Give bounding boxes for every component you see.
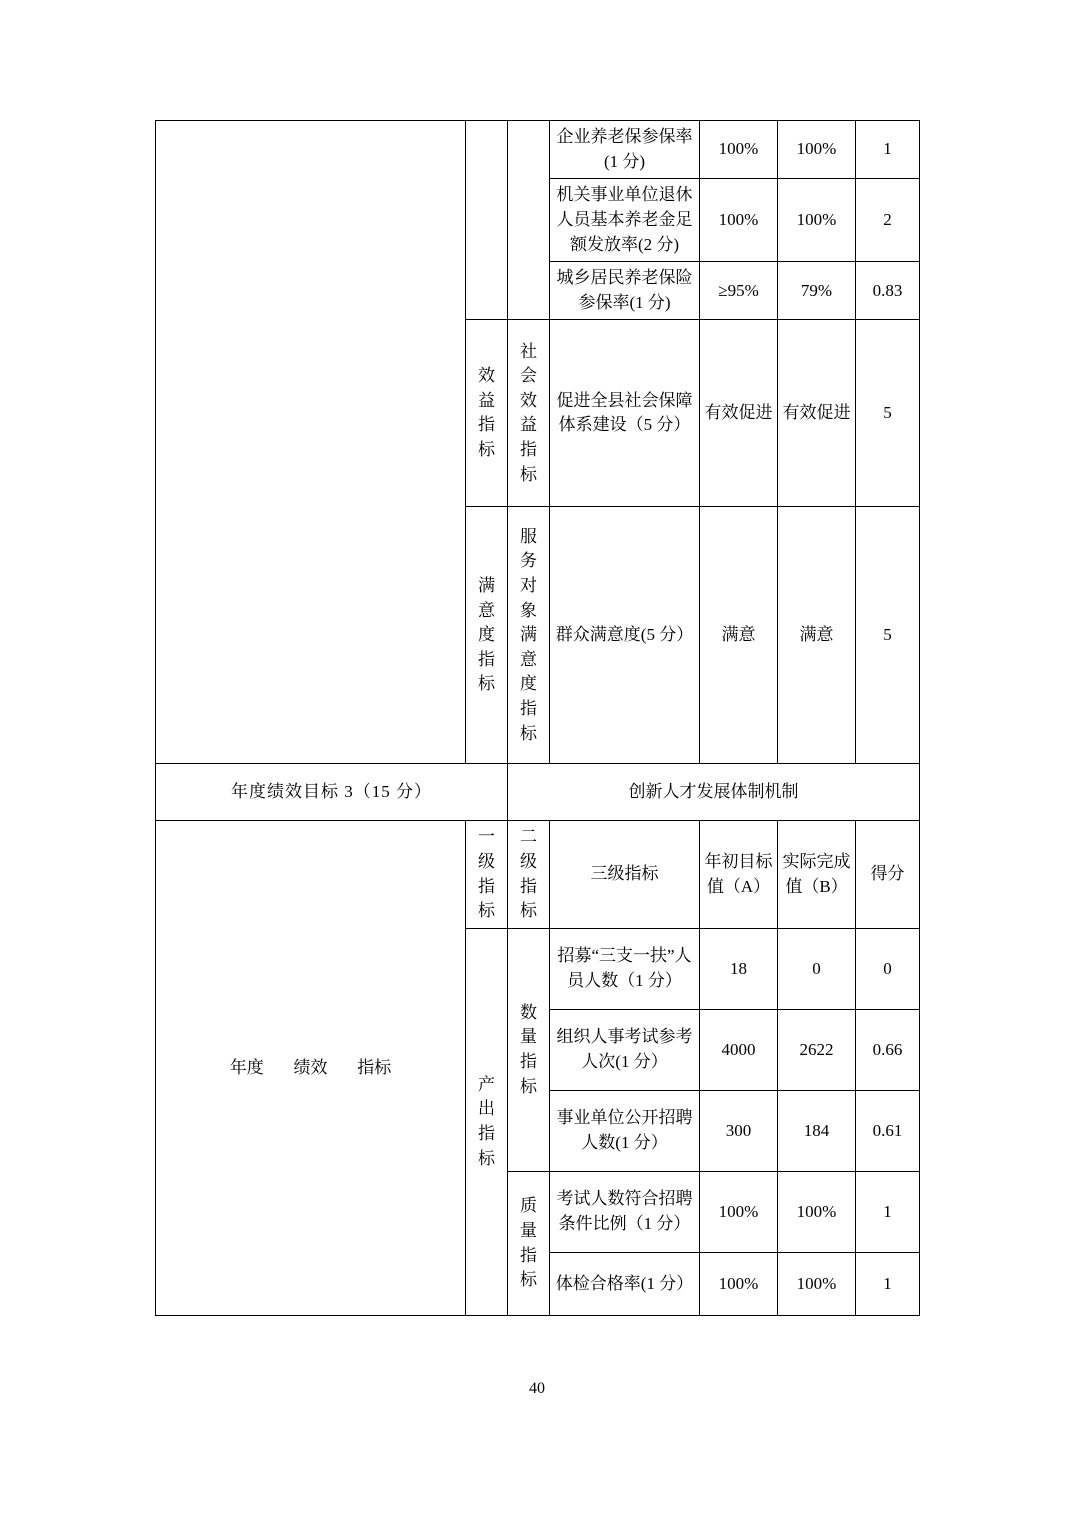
goal3-label: 年度绩效目标 3（15 分） — [156, 764, 508, 821]
actual-value: 100% — [778, 121, 856, 179]
annual-indicator-cell-part1 — [156, 121, 466, 764]
score-value: 1 — [856, 1172, 920, 1253]
page-number: 40 — [529, 1380, 545, 1397]
score-value: 0.61 — [856, 1091, 920, 1172]
level2-indicator-social-benefit: 社会效益指标 — [508, 320, 550, 507]
level2-indicator-quality: 质量指标 — [508, 1172, 550, 1316]
actual-value: 100% — [778, 1172, 856, 1253]
header-level1: 一级指标 — [466, 821, 508, 929]
target-value: 100% — [700, 121, 778, 179]
actual-value: 2622 — [778, 1010, 856, 1091]
score-value: 0.66 — [856, 1010, 920, 1091]
header-level2: 二级指标 — [508, 821, 550, 929]
score-value: 0.83 — [856, 262, 920, 320]
table-header-row — [156, 821, 920, 929]
level3-indicator: 招募“三支一扶”人员人数（1 分） — [550, 929, 700, 1010]
target-value: ≥95% — [700, 262, 778, 320]
level2-indicator-carryover — [508, 121, 550, 320]
header-actual: 实际完成值（B） — [778, 821, 856, 929]
level3-indicator: 促进全县社会保障体系建设（5 分） — [550, 320, 700, 507]
level2-indicator-quantity: 数量指标 — [508, 929, 550, 1172]
actual-value: 0 — [778, 929, 856, 1010]
target-value: 100% — [700, 179, 778, 262]
actual-value: 满意 — [778, 507, 856, 764]
actual-value: 有效促进 — [778, 320, 856, 507]
target-value: 300 — [700, 1091, 778, 1172]
target-value: 有效促进 — [700, 320, 778, 507]
level3-indicator: 考试人数符合招聘条件比例（1 分） — [550, 1172, 700, 1253]
score-value: 0 — [856, 929, 920, 1010]
level1-indicator-output: 产出指标 — [466, 929, 508, 1316]
level2-indicator-service-satisfaction: 服务对象满意度指标 — [508, 507, 550, 764]
level1-indicator-benefit: 效益指标 — [466, 320, 508, 507]
level3-indicator: 城乡居民养老保险参保率(1 分) — [550, 262, 700, 320]
goal3-description: 创新人才发展体制机制 — [508, 764, 920, 821]
header-target: 年初目标值（A） — [700, 821, 778, 929]
actual-value: 184 — [778, 1091, 856, 1172]
table-row-goal3 — [156, 764, 920, 821]
annual-performance-indicator-label: 年度 绩效 指标 — [156, 821, 466, 1316]
level3-indicator: 体检合格率(1 分） — [550, 1253, 700, 1316]
score-value: 1 — [856, 121, 920, 179]
target-value: 100% — [700, 1253, 778, 1316]
target-value: 满意 — [700, 507, 778, 764]
target-value: 100% — [700, 1172, 778, 1253]
level3-indicator: 事业单位公开招聘人数(1 分） — [550, 1091, 700, 1172]
performance-table-container — [155, 120, 919, 1316]
level1-indicator-satisfaction: 满意度指标 — [466, 507, 508, 764]
performance-table-part1 — [155, 120, 920, 1316]
level3-indicator: 企业养老保参保率(1 分) — [550, 121, 700, 179]
table-row — [156, 121, 920, 179]
header-score: 得分 — [856, 821, 920, 929]
target-value: 4000 — [700, 1010, 778, 1091]
actual-value: 100% — [778, 179, 856, 262]
header-level3: 三级指标 — [550, 821, 700, 929]
level3-indicator: 机关事业单位退休人员基本养老金足额发放率(2 分) — [550, 179, 700, 262]
actual-value: 79% — [778, 262, 856, 320]
level3-indicator: 群众满意度(5 分） — [550, 507, 700, 764]
actual-value: 100% — [778, 1253, 856, 1316]
level3-indicator: 组织人事考试参考人次(1 分） — [550, 1010, 700, 1091]
target-value: 18 — [700, 929, 778, 1010]
score-value: 2 — [856, 179, 920, 262]
score-value: 5 — [856, 320, 920, 507]
score-value: 5 — [856, 507, 920, 764]
score-value: 1 — [856, 1253, 920, 1316]
level1-indicator-carryover — [466, 121, 508, 320]
